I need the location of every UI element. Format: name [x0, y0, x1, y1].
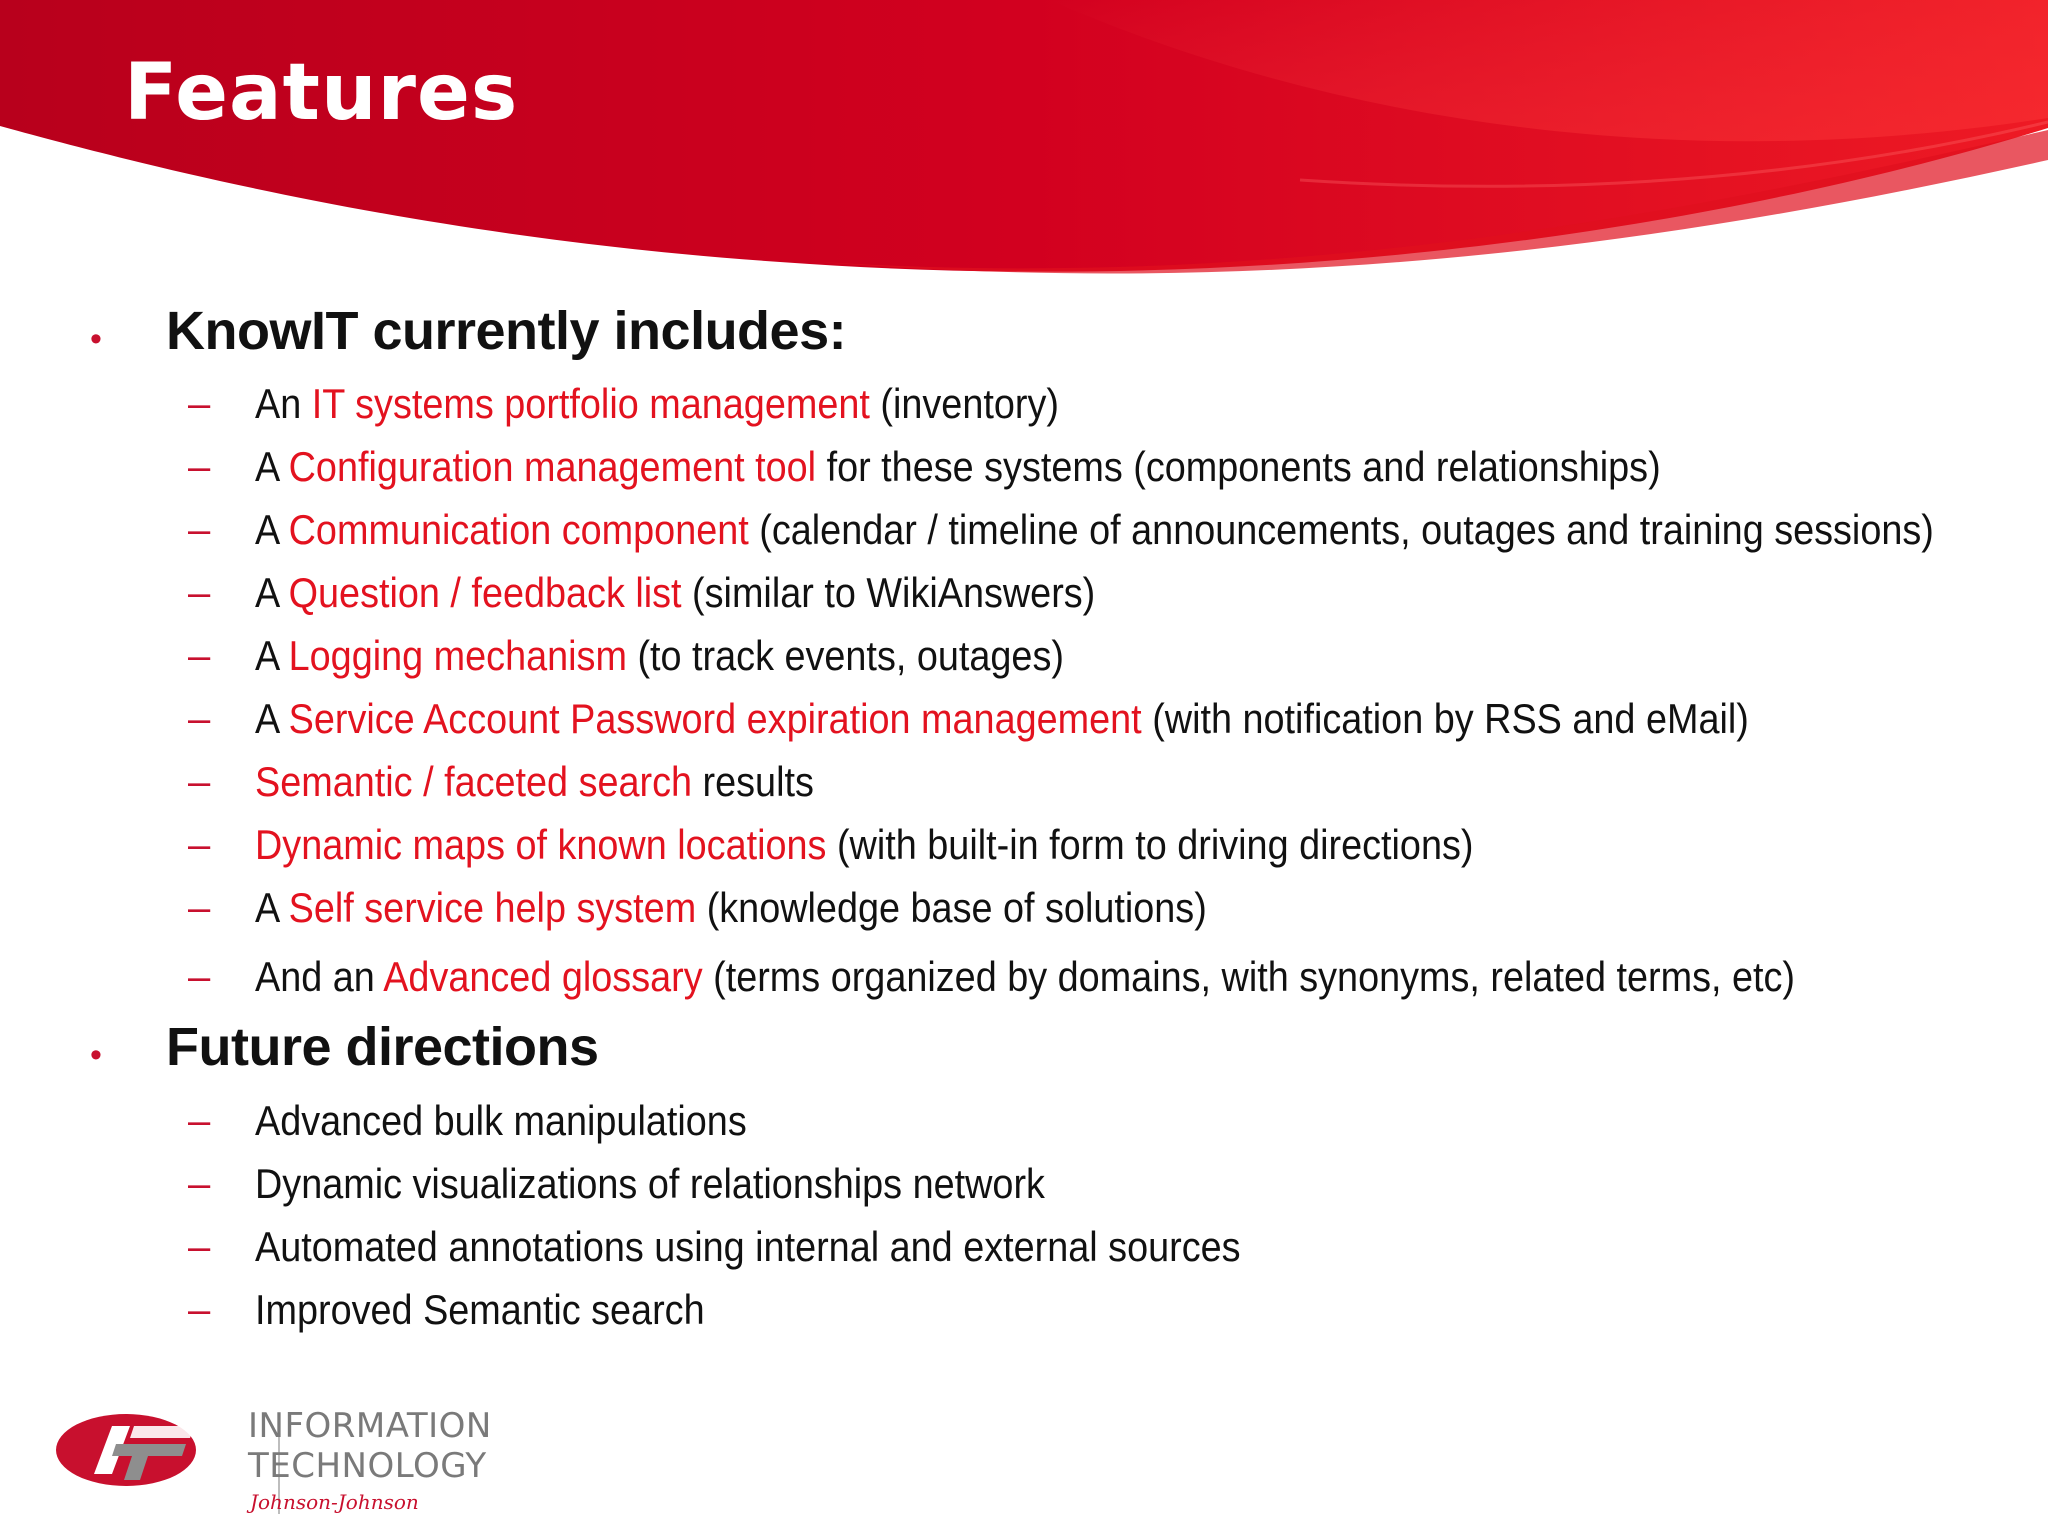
list-dash: – — [188, 508, 211, 552]
highlight-term: Semantic / faceted search — [255, 758, 693, 805]
highlight-term: Dynamic maps of known locations — [255, 821, 827, 868]
highlight-term: Communication component — [288, 506, 749, 553]
list-item-text: Dynamic visualizations of relationships network — [255, 1160, 1045, 1207]
list-dash: – — [188, 823, 211, 867]
list-item-text: And an Advanced glossary (terms organized by domains, with synonyms, related terms, etc) — [255, 953, 1796, 1000]
highlight-term: IT systems portfolio management — [311, 380, 870, 427]
list-dash: – — [188, 445, 211, 489]
list-item-text: A Configuration management tool for these systems (components and relationships) — [255, 443, 1661, 490]
list-item — [0, 752, 2000, 812]
list-dash: – — [188, 1225, 211, 1269]
logo-text-line2: TECHNOLOGY — [248, 1446, 487, 1486]
list-item-text: An IT systems portfolio management (inventory) — [255, 380, 1059, 427]
slide-title: Features — [124, 48, 519, 138]
list-item-text: Advanced bulk manipulations — [255, 1097, 747, 1144]
list-item — [0, 374, 2000, 434]
list-item — [0, 500, 2000, 560]
list-item — [0, 626, 2000, 686]
list-item — [0, 815, 2000, 875]
highlight-term: Configuration management tool — [288, 443, 817, 490]
it-logo-icon — [54, 1404, 204, 1494]
list-item-text: A Service Account Password expiration management (with notification by RSS and eMail) — [255, 695, 1749, 742]
list-dash: – — [188, 886, 211, 930]
list-item — [0, 689, 2000, 749]
highlight-term: Self service help system — [288, 884, 697, 931]
list-item — [0, 1154, 2000, 1214]
list-dash: – — [188, 1099, 211, 1143]
list-item — [0, 947, 2000, 1007]
list-item — [0, 1091, 2000, 1151]
highlight-term: Service Account Password expiration management — [288, 695, 1142, 742]
section-heading-current: KnowIT currently includes: — [166, 301, 847, 361]
list-item-text: A Question / feedback list (similar to WikiAnswers) — [255, 569, 1096, 616]
list-item — [0, 563, 2000, 623]
list-item-text: A Communication component (calendar / timeline of announcements, outages and training sessions) — [255, 506, 1934, 553]
header-banner — [0, 0, 2048, 300]
list-item — [0, 878, 2000, 938]
logo-text-line1: INFORMATION — [248, 1406, 492, 1446]
highlight-term: Logging mechanism — [288, 632, 627, 679]
list-dash: – — [188, 382, 211, 426]
logo-company-signature: Johnson-Johnson — [250, 1490, 419, 1514]
list-dash: – — [188, 571, 211, 615]
highlight-term: Question / feedback list — [288, 569, 682, 616]
list-dash: – — [188, 955, 211, 999]
list-item — [0, 1280, 2000, 1340]
highlight-term: Advanced glossary — [383, 953, 703, 1000]
list-item-text: A Logging mechanism (to track events, outages) — [255, 632, 1064, 679]
list-item-text: A Self service help system (knowledge base of solutions) — [255, 884, 1207, 931]
list-dash: – — [188, 1288, 211, 1332]
list-item-text: Automated annotations using internal and external sources — [255, 1223, 1241, 1270]
list-dash: – — [188, 697, 211, 741]
list-item-text: Improved Semantic search — [255, 1286, 705, 1333]
list-dash: – — [188, 760, 211, 804]
list-item-text: Dynamic maps of known locations (with built-in form to driving directions) — [255, 821, 1474, 868]
list-dash: – — [188, 634, 211, 678]
section-bullet: • — [90, 320, 102, 358]
list-item — [0, 1217, 2000, 1277]
list-item — [0, 437, 2000, 497]
section-bullet: • — [90, 1036, 102, 1074]
it-logo — [54, 1396, 494, 1526]
list-dash: – — [188, 1162, 211, 1206]
list-item-text: Semantic / faceted search results — [255, 758, 814, 805]
section-heading-future: Future directions — [166, 1017, 599, 1077]
